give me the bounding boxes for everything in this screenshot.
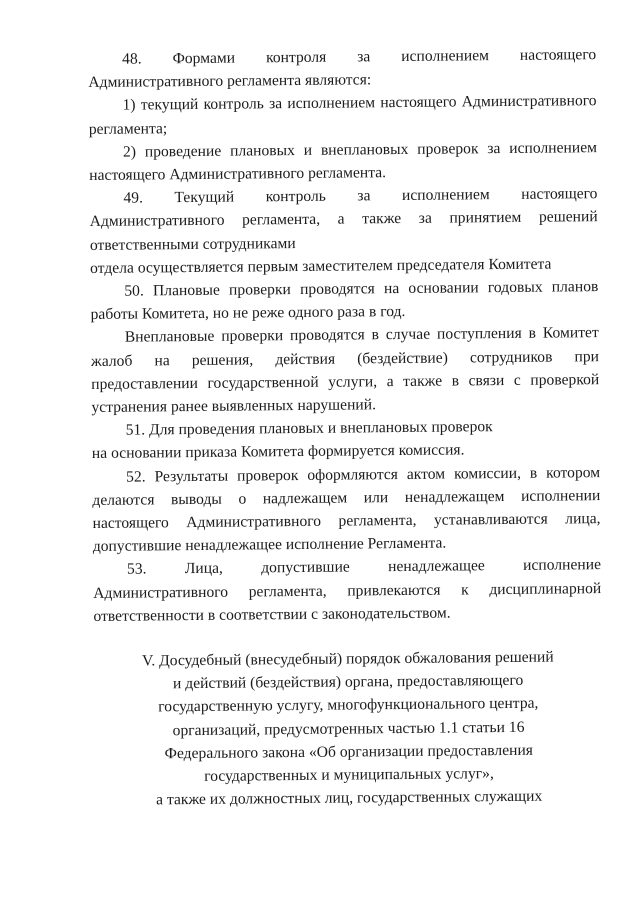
section-heading-line: организаций, предусмотренных частью 1.1 статьи 16 [172,718,525,739]
paragraph-48-item-1: 1) текущий контроль за исполнением настоящего Административного регламента; [88,92,597,138]
paragraph-48-item-2: 2) проведение плановых и внеплановых проверок за исполнением настоящего Административного регламента. [89,138,598,185]
paragraph-52: 52. Результаты проверок оформляются актом комиссии, в котором делаются выводы о надлежащем или ненадлежащем исполнении настоящего Административного регламента, устанавливаются лица, допустившие ненадлежащее исполнение Регламента. [92,463,601,556]
section-heading-line: V. Досудебный (внесудебный) порядок обжалования решений [141,648,554,670]
section-heading-line: а также их должностных лиц, государственных служащих [156,787,543,809]
section-heading-line: государственную услугу, многофункционального центра, [158,695,539,716]
section-heading-line: и действий (бездействия) органа, предоставляющего [172,672,524,693]
paragraph-50-unscheduled: Внеплановые проверки проводятся в случае поступления в Комитет жалоб на решения, действия (бездействие) сотрудников при предоставлении государственной услуги, а также в связи с проверкой устранения ранее выявленных нарушений. [90,324,600,417]
section-heading-line: Федерального закона «Об организации предоставления [164,741,534,763]
paragraph-51: 51. Для проведения плановых и внеплановых проверок [125,418,493,439]
paragraph-53: 53. Лица, допустившие ненадлежащее исполнение Административного регламента, привлекаются к дисциплинарной ответственности в соответствии с законодательством. [93,556,602,625]
paragraph-49: 49. Текущий контроль за исполнением настоящего Административного регламента, а также за принятием решений ответственными сотрудниками [89,185,598,254]
paragraph-51-continuation: на основании приказа Комитета формируется комиссия. [91,441,465,463]
section-heading-line: государственных и муниципальных услуг», [204,765,494,786]
document-body [88,43,603,812]
paragraph-48: 48. Формами контроля за исполнением настоящего Административного регламента являются: [88,46,597,92]
paragraph-50: 50. Плановые проверки проводятся на основании годовых планов работы Комитета, но не реже одного раза в год. [90,278,599,324]
paragraph-49-continuation: отдела осуществляется первым заместителем председателя Комитета [90,255,552,277]
section-heading [94,645,604,812]
